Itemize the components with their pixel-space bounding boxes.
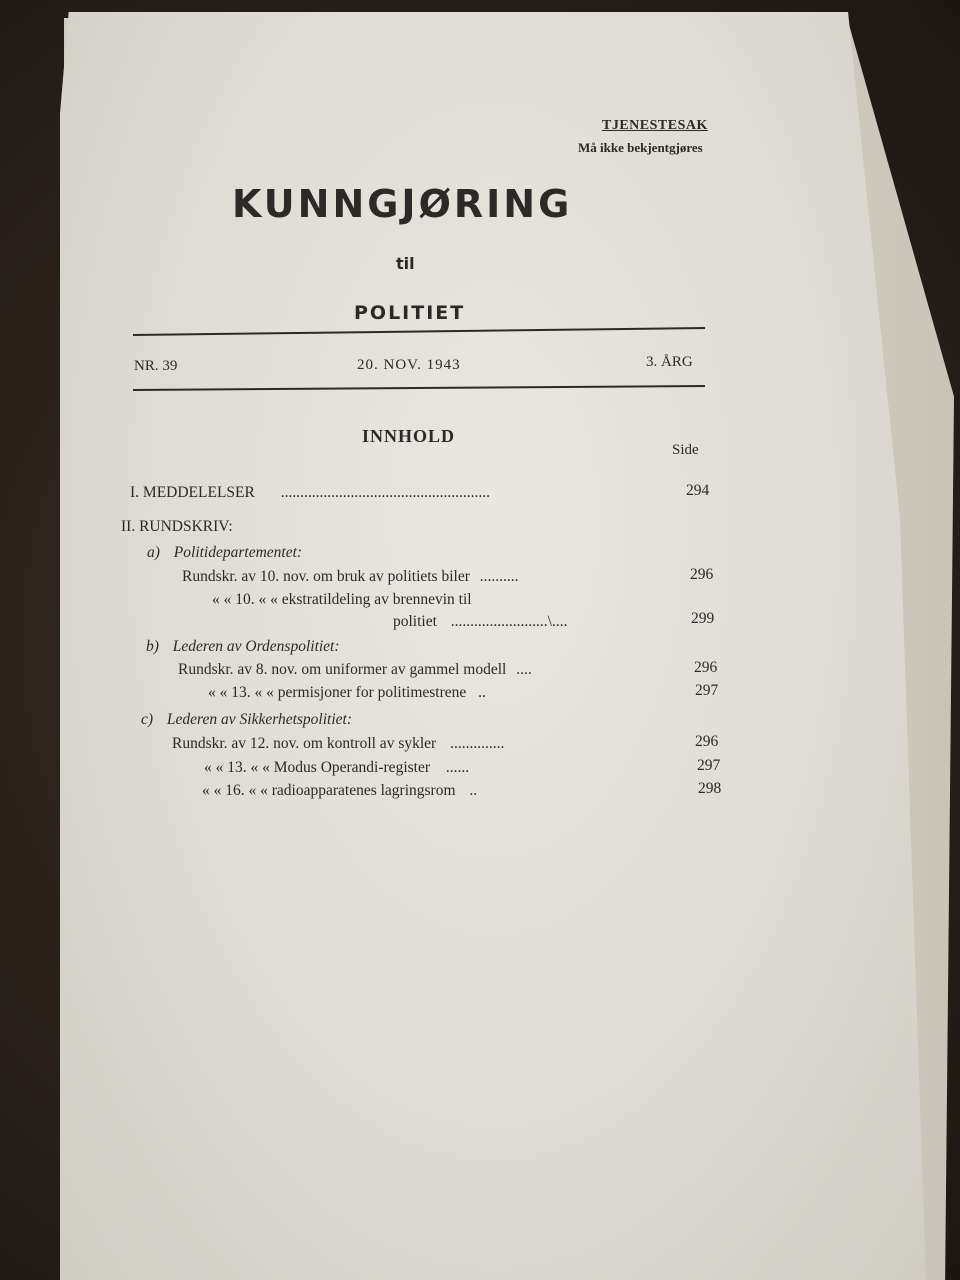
group-name: Lederen av Sikkerhetspolitiet: — [166, 711, 353, 728]
toc-page-number: 298 — [698, 780, 722, 797]
document-title: KUNNGJØRING — [232, 182, 573, 226]
entry-text: Rundskr. av 8. nov. om uniformer av gammel modell — [178, 661, 507, 678]
dot-leader: ...................................................... — [280, 484, 490, 501]
toc-page-number: 297 — [695, 682, 719, 699]
dot-leader: .... — [516, 661, 532, 678]
volume-year: 3. ÅRG — [646, 354, 693, 370]
classification-stamp: TJENESTESAK — [602, 118, 708, 133]
group-letter: c) — [141, 711, 154, 728]
toc-page-number: 297 — [697, 757, 721, 774]
entry-text: « « 16. « « radioapparatenes lagringsrom — [202, 782, 456, 799]
dot-leader: .........................\.... — [450, 613, 568, 630]
dot-leader: .. — [469, 782, 478, 799]
toc-page-number: 296 — [690, 566, 714, 583]
dot-leader: .............. — [450, 735, 505, 752]
toc-entry — [212, 591, 472, 609]
toc-group-a — [147, 544, 302, 562]
toc-page-number: 296 — [694, 659, 718, 676]
entry-text: « « 10. « « ekstratildeling av brennevin til — [212, 591, 472, 608]
toc-page-number: 299 — [691, 610, 715, 627]
entry-text: « « 13. « « Modus Operandi-register — [204, 759, 430, 776]
group-letter: b) — [146, 638, 159, 655]
toc-entry — [202, 782, 477, 800]
toc-group-c — [141, 711, 352, 729]
title-connector: til — [396, 254, 415, 273]
entry-text: Rundskr. av 12. nov. om kontroll av sykler — [172, 735, 437, 752]
group-name: Lederen av Ordenspolitiet: — [172, 638, 340, 655]
toc-group-b — [146, 638, 340, 656]
toc-entry — [178, 661, 532, 679]
issue-number: NR. 39 — [134, 358, 178, 374]
group-letter: a) — [147, 544, 160, 561]
toc-entry — [204, 759, 469, 777]
toc-entry — [208, 684, 486, 702]
toc-section-label: II. RUNDSKRIV: — [121, 518, 233, 535]
contents-heading: INNHOLD — [362, 426, 456, 446]
toc-page-number: 294 — [686, 482, 710, 499]
dot-leader: .. — [478, 684, 486, 701]
entry-text: politiet — [393, 613, 437, 630]
group-name: Politidepartementet: — [173, 544, 303, 561]
page-column-label: Side — [672, 442, 699, 458]
dot-leader: ...... — [445, 759, 470, 776]
document-subtitle: POLITIET — [354, 302, 466, 324]
toc-entry — [172, 735, 504, 753]
toc-entry — [130, 484, 490, 502]
toc-section-label: I. MEDDELELSER — [130, 484, 255, 501]
classification-note: Må ikke bekjentgjøres — [578, 140, 703, 155]
entry-text: « « 13. « « permisjoner for politimestrene — [208, 684, 467, 701]
issue-date: 20. NOV. 1943 — [357, 357, 461, 373]
dot-leader: .......... — [479, 568, 519, 585]
entry-text: Rundskr. av 10. nov. om bruk av politiets biler — [182, 568, 470, 585]
toc-page-number: 296 — [695, 733, 719, 750]
toc-entry — [182, 568, 519, 586]
toc-entry — [393, 613, 567, 631]
